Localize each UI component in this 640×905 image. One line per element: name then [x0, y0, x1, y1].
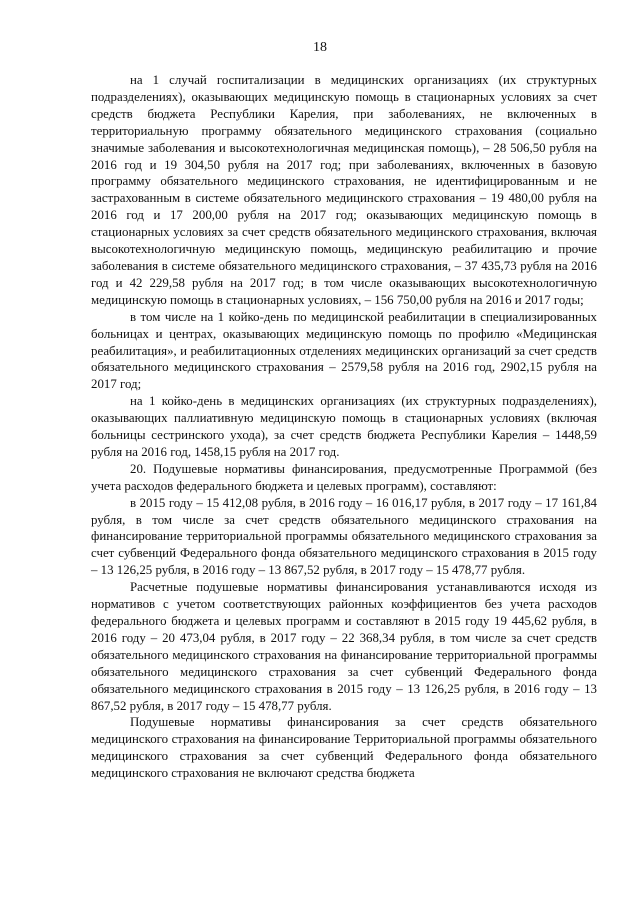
- paragraph-calculated-per-capita: Расчетные подушевые нормативы финансирования устанавливаются исходя из нормативов с учетом соответствующих районных коэффициентов без учета расходов федерального бюджета и целевых программ и составляют в 2015 году 19 445,62 рубля, в 2016 году – 20 473,04 рубля, в 2017 году – 22 368,34 рубля, в том числе за счет средств обязательного медицинского страхования на финансирование территориальной программы обязательного медицинского страхования за счет субвенций Федерального фонда обязательного медицинского страхования в 2015 году – 13 126,25 рубля, в 2016 году – 13 867,52 рубля, в 2017 году – 15 478,77 рубля.: [91, 580, 597, 713]
- page-number: 18: [313, 40, 327, 55]
- paragraph-hospitalization-cost: на 1 случай госпитализации в медицинских организациях (их структурных подразделениях), оказывающих медицинскую помощь в стационарных условиях за счет средств бюджета Республики Карелия, при заболеваниях, не включенных в территориальную программу обязательного медицинского страхования (социально значимые заболевания и высокотехнологичная медицинская помощь), – 28 506,50 рубля на 2016 год и 19 304,50 рубля на 2017 год; при заболеваниях, включенных в базовую программу обязательного медицинского страхования, не идентифицированным и не застрахованным в системе обязательного медицинского страхования – 19 480,00 рубля на 2016 год и 17 200,00 рубля на 2017 год; оказывающих медицинскую помощь в стационарных условиях за счет средств обязательного медицинского страхования, включая высокотехнологичную медицинскую помощь, медицинскую реабилитацию и прочие заболевания в системе обязательного медицинского страхования, – 37 435,73 рубля на 2016 год и 42 229,58 рубля на 2017 год; в том числе оказывающих высокотехнологичную медицинскую помощь в стационарных условиях, – 156 750,00 рубля на 2016 и 2017 годы;: [91, 73, 597, 307]
- paragraph-rehabilitation-bed-day: в том числе на 1 койко-день по медицинской реабилитации в специализированных больницах и центрах, оказывающих медицинскую помощь по профилю «Медицинская реабилитация», и реабилитационных отделениях медицинских организаций за счет средств обязательного медицинского страхования – 2579,58 рубля на 2016 год, 2902,15 рубля на 2017 год;: [91, 309, 597, 392]
- paragraph-palliative-bed-day: на 1 койко-день в медицинских организациях (их структурных подразделениях), оказывающих паллиативную медицинскую помощь в стационарных условиях (включая больницы сестринского ухода), за счет средств бюджета Республики Карелия – 1448,59 рубля на 2016 год, 1458,15 рубля на 2017 год.: [91, 394, 597, 459]
- paragraph-item-20: 20. Подушевые нормативы финансирования, предусмотренные Программой (без учета расходов федерального бюджета и целевых программ), составляют:: [91, 461, 597, 493]
- paragraph-per-capita-values: в 2015 году – 15 412,08 рубля, в 2016 году – 16 016,17 рубля, в 2017 году – 17 161,84 рубля, в том числе за счет средств обязательного медицинского страхования на финансирование территориальной программы обязательного медицинского страхования за счет субвенций Федерального фонда обязательного медицинского страхования в 2015 году – 13 126,25 рубля, в 2016 году – 13 867,52 рубля, в 2017 году – 15 478,77 рубля.: [91, 495, 597, 578]
- document-body: [91, 72, 597, 782]
- paragraph-oms-per-capita: Подушевые нормативы финансирования за счет средств обязательного медицинского страхования на финансирование Территориальной программы обязательного медицинского страхования за счет субвенций Федерального фонда обязательного медицинского страхования не включают средства бюджета: [91, 715, 597, 781]
